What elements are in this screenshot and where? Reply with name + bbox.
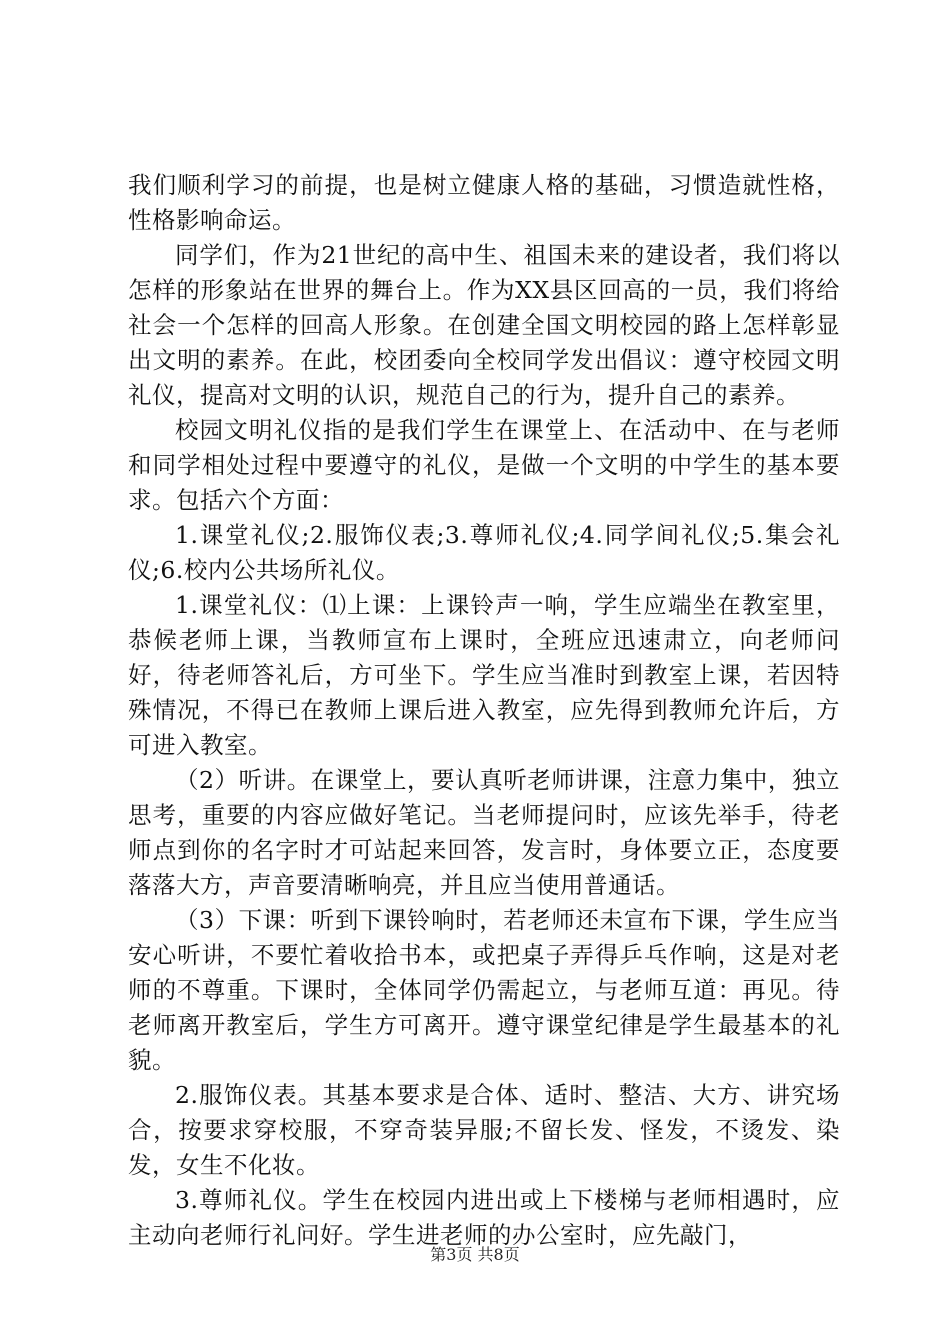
- paragraph-etiquette-definition: 校园文明礼仪指的是我们学生在课堂上、在活动中、在与老师和同学相处过程中要遵守的礼仪，是做一个文明的中学生的基本要求。包括六个方面：: [128, 416, 840, 514]
- paragraph-classroom-etiquette: 1.课堂礼仪：⑴上课：上课铃声一响，学生应端坐在教室里，恭候老师上课，当教师宣布上课时，全班应迅速肃立，向老师问好，待老师答礼后，方可坐下。学生应当准时到教室上课，若因特殊情况，不得已在教师上课后进入教室，应先得到教师允许后，方可进入教室。: [128, 591, 840, 759]
- document-body: [128, 168, 840, 1253]
- paragraph-dress-code: 2.服饰仪表。其基本要求是合体、适时、整洁、大方、讲究场合，按要求穿校服，不穿奇装异服;不留长发、怪发，不烫发、染发，女生不化妆。: [128, 1081, 840, 1179]
- paragraph-end-of-class: （3）下课：听到下课铃响时，若老师还未宣布下课，学生应当安心听讲，不要忙着收拾书本，或把桌子弄得乒乓作响，这是对老师的不尊重。下课时，全体同学仍需起立，与老师互道：再见。待老师离开教室后，学生方可离开。遵守课堂纪律是学生最基本的礼貌。: [128, 906, 840, 1074]
- paragraph-continuation: 我们顺利学习的前提，也是树立健康人格的基础，习惯造就性格，性格影响命运。: [128, 171, 840, 234]
- paragraph-respect-teachers: 3.尊师礼仪。学生在校园内进出或上下楼梯与老师相遇时，应主动向老师行礼问好。学生进老师的办公室时，应先敲门，: [128, 1186, 840, 1249]
- page-footer: 第3页 共8页: [430, 1245, 520, 1264]
- paragraph-listening: （2）听讲。在课堂上，要认真听老师讲课，注意力集中，独立思考，重要的内容应做好笔记。当老师提问时，应该先举手，待老师点到你的名字时才可站起来回答，发言时，身体要立正，态度要落落大方，声音要清晰响亮，并且应当使用普通话。: [128, 766, 840, 899]
- paragraph-six-aspects-list: 1.课堂礼仪;2.服饰仪表;3.尊师礼仪;4.同学间礼仪;5.集会礼仪;6.校内公共场所礼仪。: [128, 521, 840, 584]
- paragraph-students-address: 同学们，作为21世纪的高中生、祖国未来的建设者，我们将以怎样的形象站在世界的舞台上。作为XX县区回高的一员，我们将给社会一个怎样的回高人形象。在创建全国文明校园的路上怎样彰显出文明的素养。在此，校团委向全校同学发出倡议：遵守校园文明礼仪，提高对文明的认识，规范自己的行为，提升自己的素养。: [128, 241, 840, 409]
